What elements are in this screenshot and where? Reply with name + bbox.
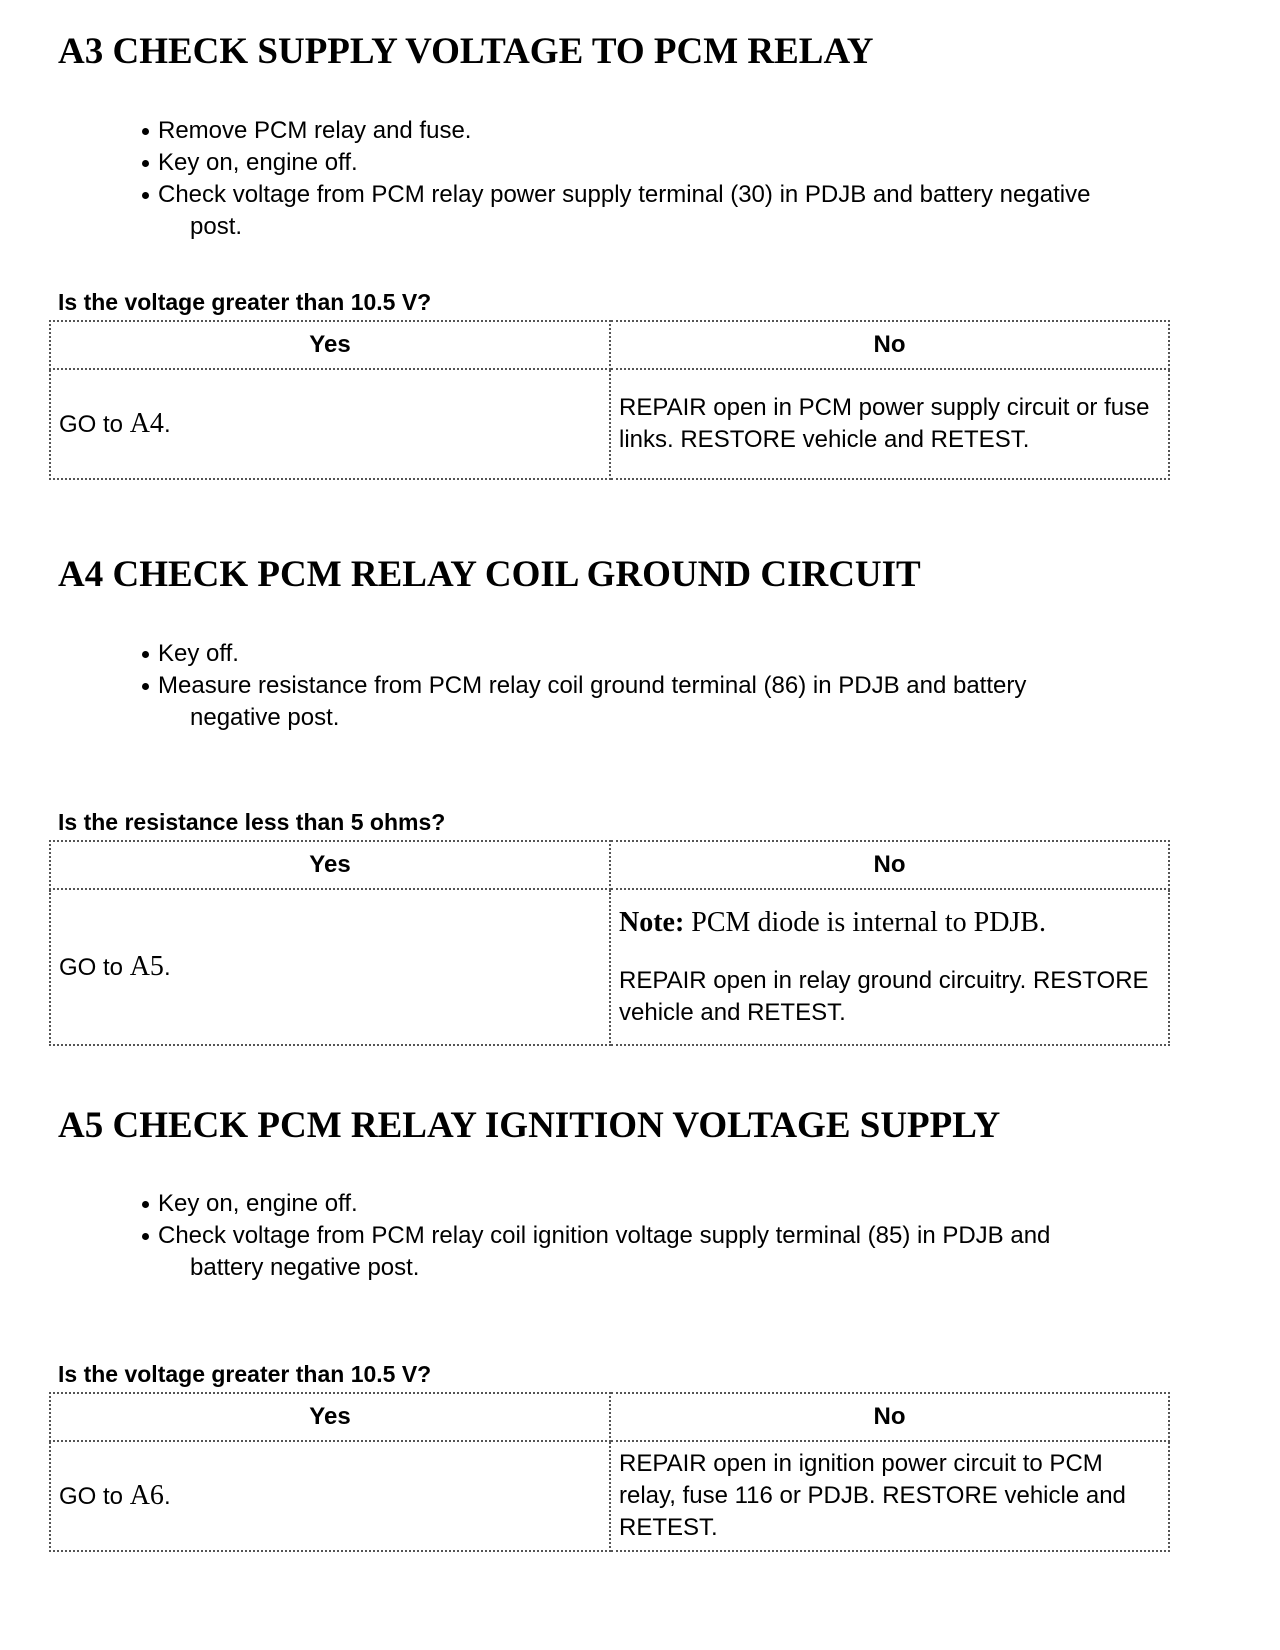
list-item: Remove PCM relay and fuse. (142, 115, 1252, 147)
list-item: Key on, engine off. (142, 1188, 1252, 1220)
section-a3-question: Is the voltage greater than 10.5 V? (58, 289, 432, 315)
bullet-icon (142, 160, 149, 167)
section-a4-question: Is the resistance less than 5 ohms? (58, 809, 446, 835)
no-cell: REPAIR open in PCM power supply circuit or fuse links. RESTORE vehicle and RETEST. (610, 369, 1169, 479)
section-a5-question: Is the voltage greater than 10.5 V? (58, 1361, 432, 1387)
bullet-icon (142, 192, 149, 199)
goto-a6-link[interactable]: A6 (129, 1479, 164, 1511)
no-cell: REPAIR open in ignition power circuit to PCM relay, fuse 116 or PDJB. RESTORE vehicle and RETEST. (610, 1441, 1169, 1551)
section-a5-steps (142, 1188, 1252, 1284)
bullet-icon (142, 128, 149, 135)
section-a3-title: A3 CHECK SUPPLY VOLTAGE TO PCM RELAY (58, 31, 874, 72)
no-header: No (610, 841, 1169, 889)
bullet-icon (142, 683, 149, 690)
yes-cell: GO to A5. (50, 889, 610, 1045)
yes-cell: GO to A4. (50, 369, 610, 479)
bullet-icon (142, 1233, 149, 1240)
goto-a5-link[interactable]: A5 (129, 950, 164, 982)
note-text: Note: PCM diode is internal to PDJB. (619, 907, 1046, 938)
bullet-icon (142, 651, 149, 658)
no-header: No (610, 321, 1169, 369)
section-a4-steps (142, 638, 1252, 734)
yes-cell: GO to A6. (50, 1441, 610, 1551)
yes-header: Yes (50, 321, 610, 369)
section-a3-steps (142, 115, 1252, 243)
section-a5-title: A5 CHECK PCM RELAY IGNITION VOLTAGE SUPPLY (58, 1105, 1001, 1146)
list-item: Key on, engine off. (142, 147, 1252, 179)
goto-a4-link[interactable]: A4 (129, 407, 164, 439)
yes-header: Yes (50, 841, 610, 889)
section-a4-title: A4 CHECK PCM RELAY COIL GROUND CIRCUIT (58, 554, 921, 595)
bullet-icon (142, 1201, 149, 1208)
list-item: Measure resistance from PCM relay coil ground terminal (86) in PDJB and battery negative post. (142, 670, 1252, 734)
yes-header: Yes (50, 1393, 610, 1441)
list-item: Check voltage from PCM relay power supply terminal (30) in PDJB and battery negative post. (142, 179, 1252, 243)
section-a5-result-table (49, 1392, 1170, 1552)
repair-text: REPAIR open in relay ground circuitry. RESTORE vehicle and RETEST. (619, 967, 1149, 1026)
no-cell (610, 889, 1169, 1045)
list-item: Check voltage from PCM relay coil ignition voltage supply terminal (85) in PDJB and battery negative post. (142, 1220, 1252, 1284)
section-a3-result-table (49, 320, 1170, 480)
no-header: No (610, 1393, 1169, 1441)
section-a4-result-table (49, 840, 1170, 1046)
list-item: Key off. (142, 638, 1252, 670)
